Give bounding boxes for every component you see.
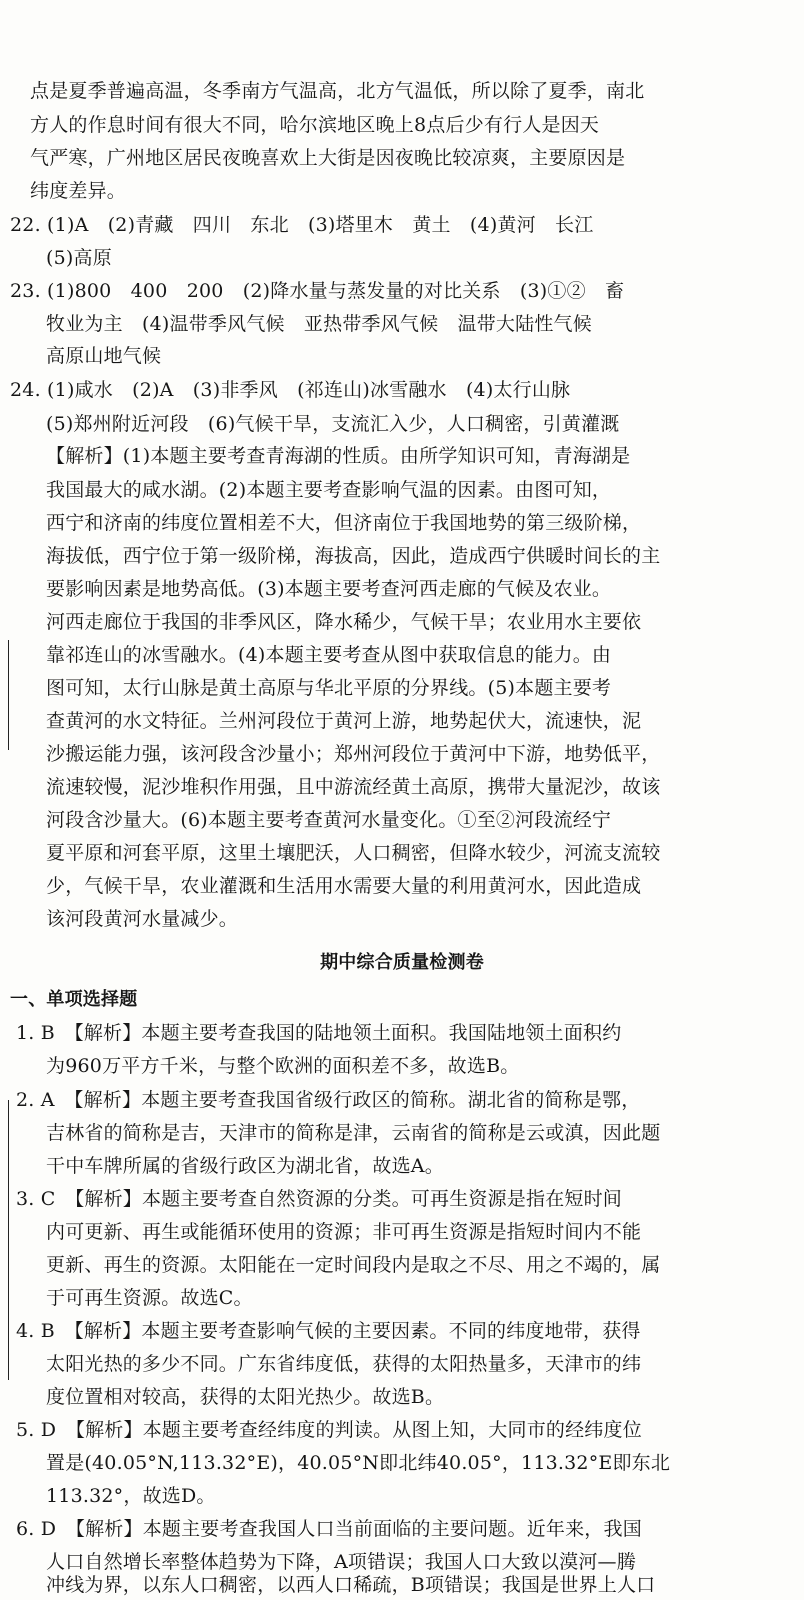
text-line: 西宁和济南的纬度位置相差不大，但济南位于我国地势的第三级阶梯， <box>46 512 642 534</box>
text-line: 人口自然增长率整体趋势为下降，A项错误；我国人口大致以漠河—腾 <box>46 1551 636 1573</box>
text-line: 图可知，太行山脉是黄土高原与华北平原的分界线。(5)本题主要考 <box>46 677 612 699</box>
text-line: 干中车牌所属的省级行政区为湖北省，故选A。 <box>46 1155 444 1177</box>
text-line: 为960万平方千米，与整个欧洲的面积差不多，故选B。 <box>46 1055 520 1077</box>
text-line: 夏平原和河套平原，这里土壤肥沃，人口稠密，但降水较少，河流支流较 <box>46 842 661 864</box>
text-line: 冲线为界，以东人口稠密，以西人口稀疏，B项错误；我国是世界上人口 <box>46 1574 656 1596</box>
text-line: 牧业为主 (4)温带季风气候 亚热带季风气候 温带大陆性气候 <box>46 313 592 335</box>
analysis-text: 【解析】(1)本题主要考查青海湖的性质。由所学知识可知，青海湖是 <box>46 445 631 467</box>
margin-rule <box>8 1100 9 1380</box>
text-line: 流速较慢，泥沙堆积作用强，且中游流经黄土高原，携带大量泥沙，故该 <box>46 776 661 798</box>
section-title: 期中综合质量检测卷 <box>320 952 484 973</box>
text-line: 度位置相对较高，获得的太阳光热少。故选B。 <box>46 1386 445 1408</box>
text-line: 靠祁连山的冰雪融水。(4)本题主要考查从图中获取信息的能力。由 <box>46 644 612 666</box>
text-line: 海拔低，西宁位于第一级阶梯，海拔高，因此，造成西宁供暖时间长的主 <box>46 545 661 567</box>
answer-5: 5. D 【解析】本题主要考查经纬度的判读。从图上知，大同市的经纬度位 <box>16 1419 642 1441</box>
answer-2: 2. A 【解析】本题主要考查我国省级行政区的简称。湖北省的简称是鄂， <box>16 1089 641 1111</box>
text-line: 要影响因素是地势高低。(3)本题主要考查河西走廊的气候及农业。 <box>46 578 612 600</box>
text-line: 河西走廊位于我国的非季风区，降水稀少，气候干旱；农业用水主要依 <box>46 611 642 633</box>
text-line: 内可更新、再生或能循环使用的资源；非可再生资源是指短时间内不能 <box>46 1221 642 1243</box>
text-line: 少，气候干旱，农业灌溉和生活用水需要大量的利用黄河水，因此造成 <box>46 875 642 897</box>
text-line: 沙搬运能力强，该河段含沙量小；郑州河段位于黄河中下游，地势低平， <box>46 743 661 765</box>
answer-6: 6. D 【解析】本题主要考查我国人口当前面临的主要问题。近年来，我国 <box>16 1518 642 1540</box>
answer-3: 3. C 【解析】本题主要考查自然资源的分类。可再生资源是指在短时间 <box>16 1188 623 1210</box>
section-heading: 一、单项选择题 <box>10 989 138 1010</box>
text-line: 查黄河的水文特征。兰州河段位于黄河上游，地势起伏大，流速快，泥 <box>46 710 642 732</box>
text-line: 吉林省的简称是吉，天津市的简称是津，云南省的简称是云或滇，因此题 <box>46 1122 661 1144</box>
text-line: 高原山地气候 <box>46 345 162 367</box>
margin-rule <box>8 640 9 750</box>
answer-24: 24. (1)咸水 (2)A (3)非季风 (祁连山)冰雪融水 (4)太行山脉 <box>10 379 571 401</box>
answer-4: 4. B 【解析】本题主要考查影响气候的主要因素。不同的纬度地带，获得 <box>16 1320 641 1342</box>
text-line: 113.32°，故选D。 <box>46 1485 216 1507</box>
text-line: 置是(40.05°N,113.32°E)，40.05°N即北纬40.05°，113.32°E即东北 <box>46 1452 671 1474</box>
text-line: (5)高原 <box>46 247 112 269</box>
text-line: (5)郑州附近河段 (6)气候干旱，支流汇入少，人口稠密，引黄灌溉 <box>46 413 620 435</box>
text-line: 于可再生资源。故选C。 <box>46 1287 253 1309</box>
answer-22: 22. (1)A (2)青藏 四川 东北 (3)塔里木 黄土 (4)黄河 长江 <box>10 214 594 236</box>
text-line: 更新、再生的资源。太阳能在一定时间段内是取之不尽、用之不竭的，属 <box>46 1254 661 1276</box>
answer-1: 1. B 【解析】本题主要考查我国的陆地领土面积。我国陆地领土面积约 <box>16 1022 622 1044</box>
text-line: 纬度差异。 <box>30 180 127 202</box>
text-line: 气严寒，广州地区居民夜晚喜欢上大街是因夜晚比较凉爽，主要原因是 <box>30 147 626 169</box>
text-line: 点是夏季普遍高温，冬季南方气温高，北方气温低，所以除了夏季，南北 <box>30 80 645 102</box>
text-line: 该河段黄河水量减少。 <box>46 908 239 930</box>
answer-23: 23. (1)800 400 200 (2)降水量与蒸发量的对比关系 (3)①② 畜 <box>10 280 625 302</box>
text-line: 河段含沙量大。(6)本题主要考查黄河水量变化。①至②河段流经宁 <box>46 809 612 831</box>
text-line: 太阳光热的多少不同。广东省纬度低，获得的太阳热量多，天津市的纬 <box>46 1353 642 1375</box>
text-line: 方人的作息时间有很大不同，哈尔滨地区晚上8点后少有行人是因天 <box>30 114 600 136</box>
text-line: 我国最大的咸水湖。(2)本题主要考查影响气温的因素。由图可知， <box>46 479 612 501</box>
